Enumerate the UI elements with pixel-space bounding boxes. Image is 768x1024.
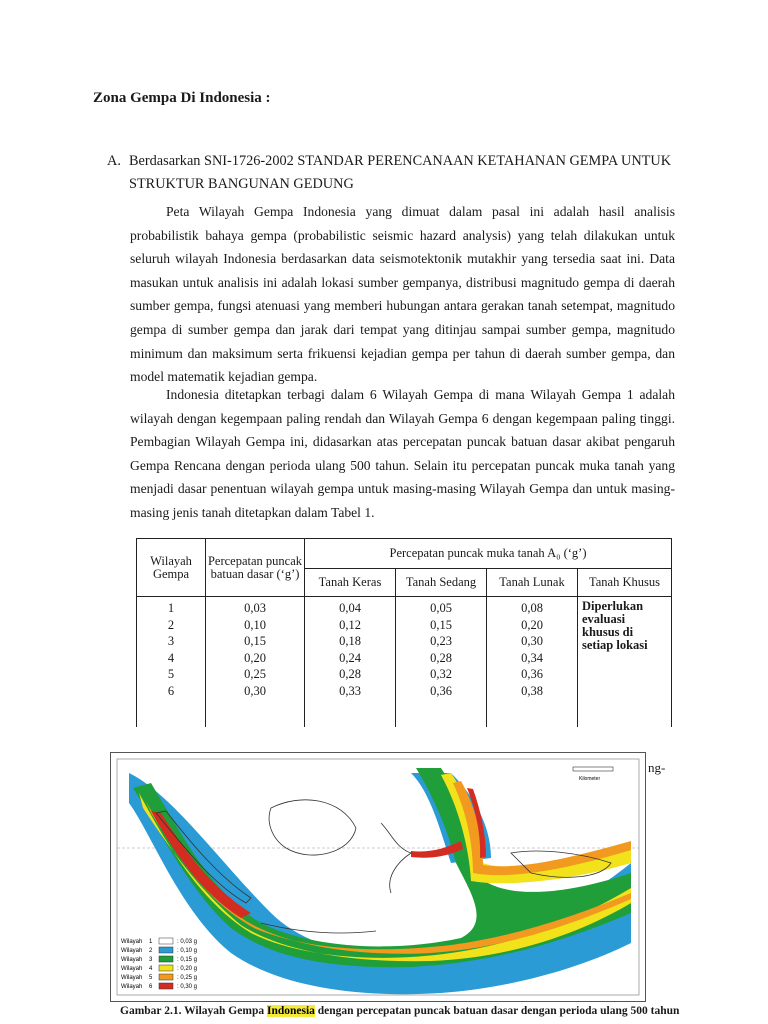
khusus-line: setiap lokasi xyxy=(582,638,648,652)
legend-num: 3 xyxy=(149,957,153,963)
header-tanah-sedang: Tanah Sedang xyxy=(396,569,487,597)
legend-label: Wilayah xyxy=(121,984,143,990)
legend-value: : 0,10 g xyxy=(177,948,198,954)
cell-value: 0,32 xyxy=(430,667,452,681)
legend-num: 1 xyxy=(149,939,153,945)
legend-num: 2 xyxy=(149,948,153,954)
header-wilayah: Wilayah Gempa xyxy=(137,539,206,597)
acceleration-table xyxy=(136,538,672,727)
legend-label: Wilayah xyxy=(121,966,143,972)
header-muka-tanah: Percepatan puncak muka tanah A₀ (‘g’) xyxy=(305,539,672,569)
cell-value: 3 xyxy=(167,634,175,648)
col-wilayah xyxy=(137,597,206,727)
cell-value: 5 xyxy=(167,667,175,681)
island-kalimantan xyxy=(269,800,356,855)
legend-item xyxy=(121,947,197,954)
legend-swatch-5 xyxy=(159,974,173,980)
legend-value: : 0,15 g xyxy=(177,957,198,963)
cell-value: 0,10 xyxy=(244,617,266,632)
header-batuan: Percepatan puncak batuan dasar (‘g’) xyxy=(206,539,305,597)
cell-value: 0,12 xyxy=(339,617,361,632)
section-letter: A. xyxy=(107,153,121,169)
cell-value: 4 xyxy=(167,650,175,665)
legend-label: Wilayah xyxy=(121,957,143,963)
col-batuan xyxy=(206,597,305,727)
legend-item xyxy=(121,983,197,990)
cell-value: 6 xyxy=(167,683,175,698)
cell-value: 0,20 xyxy=(244,650,266,665)
cell-value: 1 xyxy=(167,601,175,615)
seismic-zone-map xyxy=(110,752,646,1002)
caption-after: dengan percepatan puncak batuan dasar dengan perioda ulang 500 tahun xyxy=(314,1005,680,1017)
scale-bar xyxy=(573,767,613,771)
legend-num: 6 xyxy=(149,984,153,990)
legend-label: Wilayah xyxy=(121,975,143,981)
legend-item xyxy=(121,956,197,963)
cell-value: 0,08 xyxy=(521,601,543,615)
legend-value: : 0,20 g xyxy=(177,966,198,972)
legend-swatch-3 xyxy=(159,956,173,962)
col-sedang xyxy=(396,597,487,727)
cell-value: 0,20 xyxy=(521,617,543,632)
header-tanah-keras: Tanah Keras xyxy=(305,569,396,597)
cell-value: 0,04 xyxy=(339,601,361,615)
cell-value: 0,36 xyxy=(521,667,543,681)
legend-value: : 0,03 g xyxy=(177,939,198,945)
paragraph-1: Peta Wilayah Gempa Indonesia yang dimuat dalam pasal ini adalah hasil analisis probabilistik bahaya gempa (probabilistic seismic hazard analysis) yang telah dilakukan untuk seluruh wilayah Indonesia berdasarkan data seismotektonik mutakhir yang tersedia saat ini. Data masukan untuk analisis ini adalah lokasi sumber gempanya, distribusi magnitudo gempa di daerah sumber gempa, fungsi atenuasi yang memberi hubungan antara gerakan tanah setempat, magnitudo gempa di sumber gempa dan jarak dari tempat yang ditinjau sampai sumber gempa, magnitudo minimum dan maksimum serta frikuensi kejadian gempa per tahun di daerah sumber gempa, dan model matematik kejadian gempa. xyxy=(130,204,675,385)
cell-value: 0,33 xyxy=(339,683,361,698)
cell-value: 0,30 xyxy=(521,634,543,648)
cell-value: 0,34 xyxy=(521,650,543,665)
cell-value: 0,36 xyxy=(430,683,452,698)
text-fragment: ng- xyxy=(648,760,666,775)
legend-num: 4 xyxy=(149,966,153,972)
legend-label: Wilayah xyxy=(121,948,143,954)
cell-value: 0,28 xyxy=(339,667,361,681)
legend-swatch-2 xyxy=(159,947,173,953)
cell-value: 0,30 xyxy=(244,683,266,698)
cell-value: 0,18 xyxy=(339,634,361,648)
legend-label: Wilayah xyxy=(121,939,143,945)
caption-highlight: Indonesia xyxy=(266,1005,315,1017)
khusus-line: evaluasi xyxy=(582,612,626,626)
scale-label: Kilometer xyxy=(579,776,601,782)
header-tanah-lunak: Tanah Lunak xyxy=(487,569,578,597)
legend-value: : 0,25 g xyxy=(177,975,198,981)
legend-swatch-6 xyxy=(159,983,173,989)
col-lunak xyxy=(487,597,578,727)
caption-before: Gambar 2.1. Wilayah Gempa xyxy=(120,1005,267,1017)
paragraph-2: Indonesia ditetapkan terbagi dalam 6 Wilayah Gempa di mana Wilayah Gempa 1 adalah wilayah dengan kegempaan paling rendah dan Wilayah Gempa 6 dengan kegempaan paling tinggi. Pembagian Wilayah Gempa ini, didasarkan atas percepatan puncak batuan dasar akibat pengaruh Gempa Rencana dengan perioda ulang 500 tahun. Selain itu percepatan puncak muka tanah yang menjadi dasar penentuan wilayah gempa untuk masing-masing Wilayah Gempa dan untuk masing-masing jenis tanah ditetapkan dalam Tabel 1. xyxy=(130,387,675,520)
section-heading xyxy=(107,150,677,196)
page-title: Zona Gempa Di Indonesia : xyxy=(93,90,271,106)
cell-value: 0,03 xyxy=(244,601,266,615)
cell-value: 0,15 xyxy=(244,634,266,648)
figure-caption xyxy=(120,1005,679,1017)
khusus-line: khusus di xyxy=(582,625,634,639)
col-khusus xyxy=(578,597,672,727)
header-tanah-khusus: Tanah Khusus xyxy=(578,569,672,597)
legend-item xyxy=(121,965,197,972)
cell-value: 0,15 xyxy=(430,617,452,632)
map-legend xyxy=(121,938,197,990)
cell-value: 0,05 xyxy=(430,601,452,615)
cell-value: 0,38 xyxy=(521,683,543,698)
legend-item xyxy=(121,974,197,981)
cell-value: 0,23 xyxy=(430,634,452,648)
cell-value: 0,24 xyxy=(339,650,361,665)
col-keras xyxy=(305,597,396,727)
legend-value: : 0,30 g xyxy=(177,984,198,990)
legend-num: 5 xyxy=(149,975,153,981)
map-svg xyxy=(111,753,645,1001)
cell-value: 0,28 xyxy=(430,650,452,665)
legend-swatch-4 xyxy=(159,965,173,971)
legend-swatch-1 xyxy=(159,938,173,944)
legend-item xyxy=(121,938,197,945)
island-sulawesi xyxy=(381,823,411,893)
cell-value: 0,25 xyxy=(244,667,266,681)
section-heading-text: Berdasarkan SNI-1726-2002 STANDAR PERENCANAAN KETAHANAN GEMPA UNTUK STRUKTUR BANGUNAN GEDUNG xyxy=(129,153,672,192)
khusus-line: Diperlukan xyxy=(582,599,644,613)
cell-value: 2 xyxy=(167,617,175,632)
